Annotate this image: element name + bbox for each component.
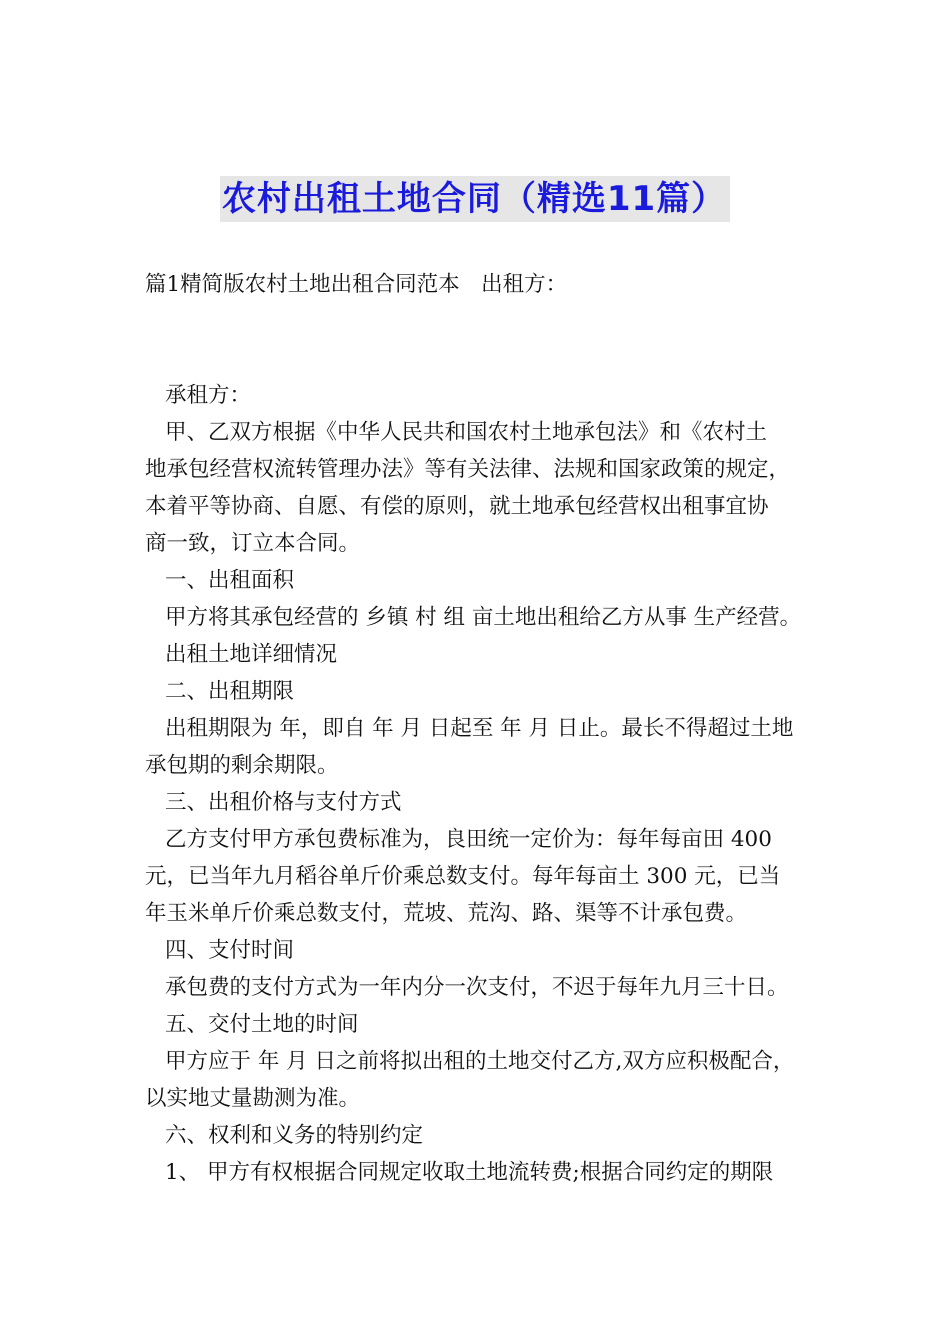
body-paragraph-line: 商一致，订立本合同。 bbox=[145, 531, 361, 556]
clause-heading: 四、支付时间 bbox=[165, 938, 295, 963]
section-heading-line: 篇1精简版农村土地出租合同范本 出租方： bbox=[145, 272, 568, 297]
body-paragraph-line: 出租土地详细情况 bbox=[165, 642, 338, 667]
body-paragraph-line: 承包期的剩余期限。 bbox=[145, 753, 339, 778]
document-title-wrapper bbox=[0, 176, 950, 222]
body-paragraph-line: 元，已当年九月稻谷单斤价乘总数支付。每年每亩土 300 元，已当 bbox=[145, 864, 781, 889]
body-paragraph-line: 地承包经营权流转管理办法》等有关法律、法规和国家政策的规定， bbox=[145, 457, 791, 482]
body-paragraph-line: 本着平等协商、自愿、有偿的原则，就土地承包经营权出租事宜协 bbox=[145, 494, 769, 519]
body-paragraph-line: 承包费的支付方式为一年内分一次支付，不迟于每年九月三十日。 bbox=[165, 975, 789, 1000]
body-paragraph-line: 年玉米单斤价乘总数支付，荒坡、荒沟、路、渠等不计承包费。 bbox=[145, 901, 748, 926]
document-title: 农村出租土地合同（精选11篇） bbox=[220, 176, 730, 222]
body-paragraph-line: 出租期限为 年，即自 年 月 日起至 年 月 日止。最长不得超过土地 bbox=[165, 716, 794, 741]
body-paragraph-line: 1、 甲方有权根据合同规定收取土地流转费;根据合同约定的期限 bbox=[165, 1160, 774, 1185]
clause-heading: 一、出租面积 bbox=[165, 568, 295, 593]
clause-heading: 六、权利和义务的特别约定 bbox=[165, 1123, 424, 1148]
body-paragraph-line: 以实地丈量勘测为准。 bbox=[145, 1086, 361, 1111]
body-paragraph-line: 甲方应于 年 月 日之前将拟出租的土地交付乙方,双方应积极配合， bbox=[165, 1049, 795, 1074]
clause-heading: 三、出租价格与支付方式 bbox=[165, 790, 402, 815]
lessee-line: 承租方： bbox=[165, 383, 252, 408]
body-paragraph-line: 乙方支付甲方承包费标准为，良田统一定价为：每年每亩田 400 bbox=[165, 827, 772, 852]
body-paragraph-line: 甲方将其承包经营的 乡镇 村 组 亩土地出租给乙方从事 生产经营。 bbox=[165, 605, 802, 630]
body-paragraph-line: 甲、乙双方根据《中华人民共和国农村土地承包法》和《农村土 bbox=[165, 420, 768, 445]
clause-heading: 五、交付土地的时间 bbox=[165, 1012, 359, 1037]
clause-heading: 二、出租期限 bbox=[165, 679, 295, 704]
